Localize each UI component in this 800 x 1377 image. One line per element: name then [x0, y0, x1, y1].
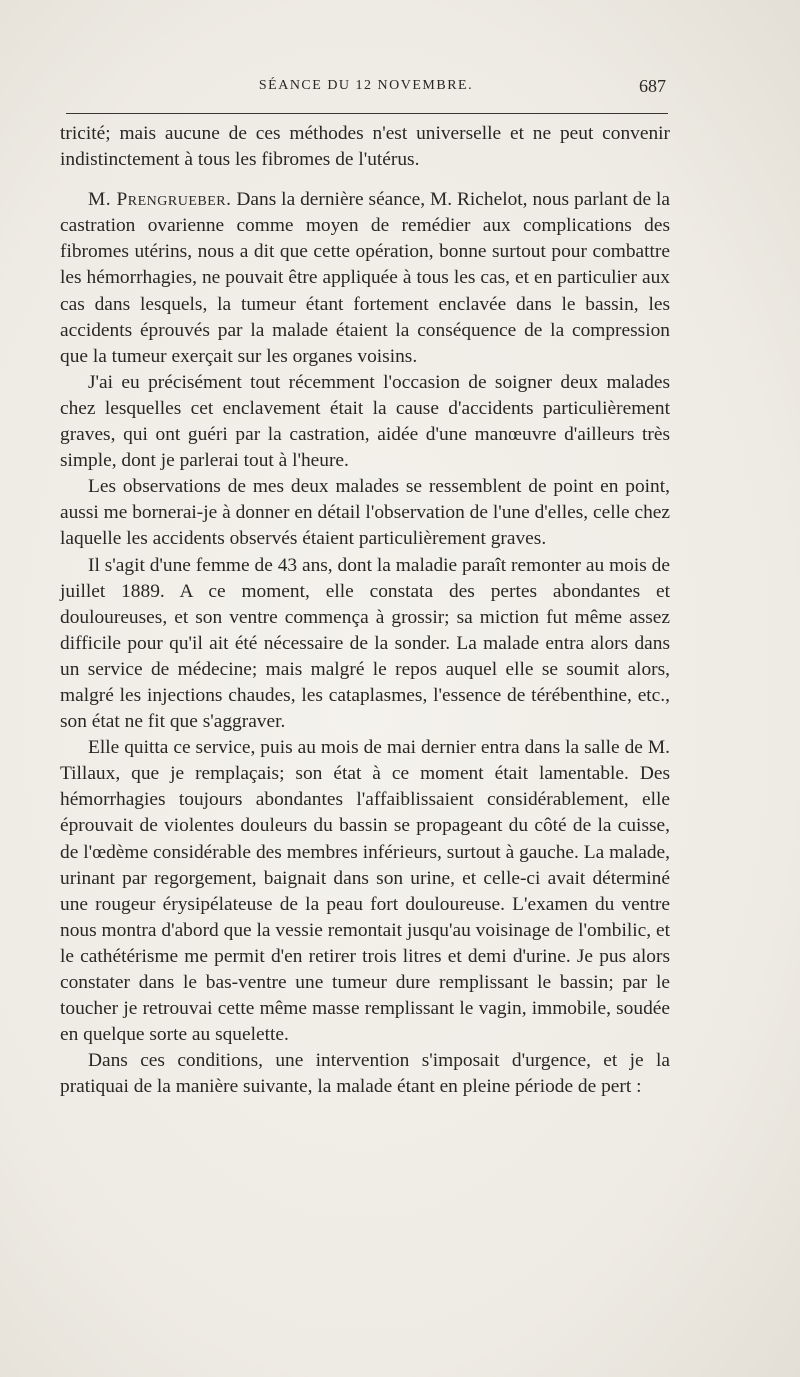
paragraph — [60, 370, 670, 474]
paragraph-text: Elle quitta ce service, puis au mois de mai dernier entra dans la salle de M. Tillaux, que je remplaçais; son état à ce moment était lamentable. Des hémorrhagies toujours abondantes l'affaiblissaient considérablement, elle éprouvait de violentes douleurs du bassin se propageant du côté de la cuisse, de l'œdème considérable des membres inférieurs, surtout à gauche. La malade, urinant par regorgement, baignait dans son urine, et celle-ci avait déterminé une rougeur érysipélateuse de la peau fort douloureuse. L'examen du ventre nous montra d'abord que la vessie remontait jusqu'au voisinage de l'ombilic, et le cathétérisme me permit d'en retirer trois litres et demi d'urine. Je pus alors constater dans le bas-ventre une tumeur dure remplissant le bassin; par le toucher je retrouvai cette même masse remplissant le vagin, immobile, soudée en quelque sorte au squelette. — [60, 737, 670, 1046]
paragraph-text: Dans la dernière séance, M. Richelot, nous parlant de la castration ovarienne comme moyen de remédier aux complications des fibromes utérins, nous a dit que cette opération, bonne surtout pour combattre les hémorrhagies, ne pouvait être appliquée à tous les cas, et en particulier aux cas dans lesquels, la tumeur étant fortement enclavée dans le bassin, les accidents éprouvés par la malade étaient la conséquence de la compression que la tumeur exerçait sur les organes voisins. — [60, 189, 670, 367]
paragraph-text: Il s'agit d'une femme de 43 ans, dont la maladie paraît remonter au mois de juillet 1889. A ce moment, elle constata des pertes abondantes et douloureuses, et son ventre commença à grossir; sa miction fut même assez difficile pour qu'il ait été nécessaire de la sonder. La malade entra alors dans un service de médecine; mais malgré le repos auquel elle se soumit alors, malgré les injections chaudes, les cataplasmes, l'essence de térébenthine, etc., son état ne fit que s'aggraver. — [60, 554, 670, 733]
paragraph — [60, 121, 670, 173]
running-title: SÉANCE DU 12 NOVEMBRE. — [258, 78, 474, 93]
paragraph — [60, 187, 670, 370]
page-number: 687 — [639, 76, 666, 96]
page-body — [60, 121, 670, 1100]
paragraph-text: Dans ces conditions, une intervention s'imposait d'urgence, et je la pratiquai de la manière suivante, la malade étant en pleine période de pert : — [60, 1050, 670, 1098]
paragraph — [60, 1048, 670, 1100]
paragraph — [60, 735, 670, 1048]
page-header — [66, 78, 666, 100]
paragraph — [60, 553, 670, 736]
paragraph-text: J'ai eu précisément tout récemment l'occasion de soigner deux malades chez lesquelles cet enclavement était la cause d'accidents particulièrement graves, qui ont guéri par la castration, aidée d'une manœuvre d'ailleurs très simple, dont je parlerai tout à l'heure. — [60, 371, 670, 472]
paragraph — [60, 474, 670, 552]
paragraph-text: Les observations de mes deux malades se ressemblent de point en point, aussi me bornerai-je à donner en détail l'observation de l'une d'elles, celle chez laquelle les accidents observés étaient particulièrement graves. — [60, 476, 670, 550]
header-rule — [66, 113, 668, 114]
paragraph-text: tricité; mais aucune de ces méthodes n'est universelle et ne peut convenir indistinctement à tous les fibromes de l'utérus. — [60, 123, 670, 171]
speaker-name: M. Prengrueber. — [88, 189, 232, 211]
